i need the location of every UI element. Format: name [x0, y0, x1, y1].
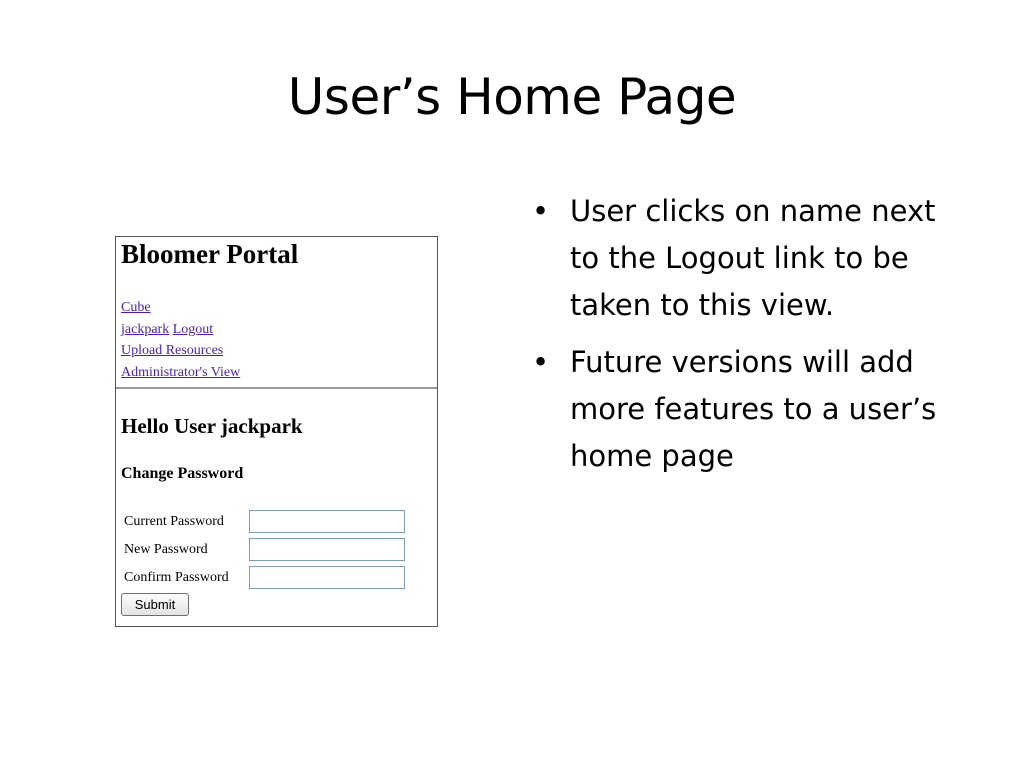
bullet-dot-icon: • — [532, 345, 550, 379]
portal-title: Bloomer Portal — [121, 239, 299, 269]
current-password-input[interactable] — [249, 510, 405, 533]
confirm-password-label: Confirm Password — [124, 570, 229, 585]
portal-nav — [121, 297, 240, 383]
current-password-row — [124, 510, 424, 534]
upload-resources-link[interactable]: Upload Resources — [121, 343, 224, 358]
bullet-text: Future versions will add more features to a user’s home page — [570, 345, 937, 473]
current-password-label: Current Password — [124, 514, 224, 529]
cube-link[interactable]: Cube — [121, 300, 151, 315]
bullet-dot-icon: • — [532, 194, 550, 228]
username-link[interactable]: jackpark — [121, 321, 170, 337]
new-password-label: New Password — [124, 542, 208, 557]
confirm-password-row — [124, 566, 424, 590]
submit-button[interactable]: Submit — [121, 593, 189, 616]
new-password-input[interactable] — [249, 538, 405, 561]
bullet-item — [532, 188, 972, 329]
divider — [116, 387, 437, 389]
logout-link[interactable]: Logout — [172, 321, 214, 337]
change-password-heading: Change Password — [121, 465, 244, 482]
bullet-item — [532, 339, 972, 480]
bullet-text: User clicks on name next to the Logout link to be taken to this view. — [570, 194, 936, 322]
bullet-list — [532, 188, 972, 490]
confirm-password-input[interactable] — [249, 566, 405, 589]
administrators-view-link[interactable]: Administrator's View — [121, 364, 241, 380]
slide-title: User’s Home Page — [287, 68, 737, 126]
greeting: Hello User jackpark — [121, 414, 303, 438]
new-password-row — [124, 538, 424, 562]
portal-screenshot — [115, 236, 438, 627]
